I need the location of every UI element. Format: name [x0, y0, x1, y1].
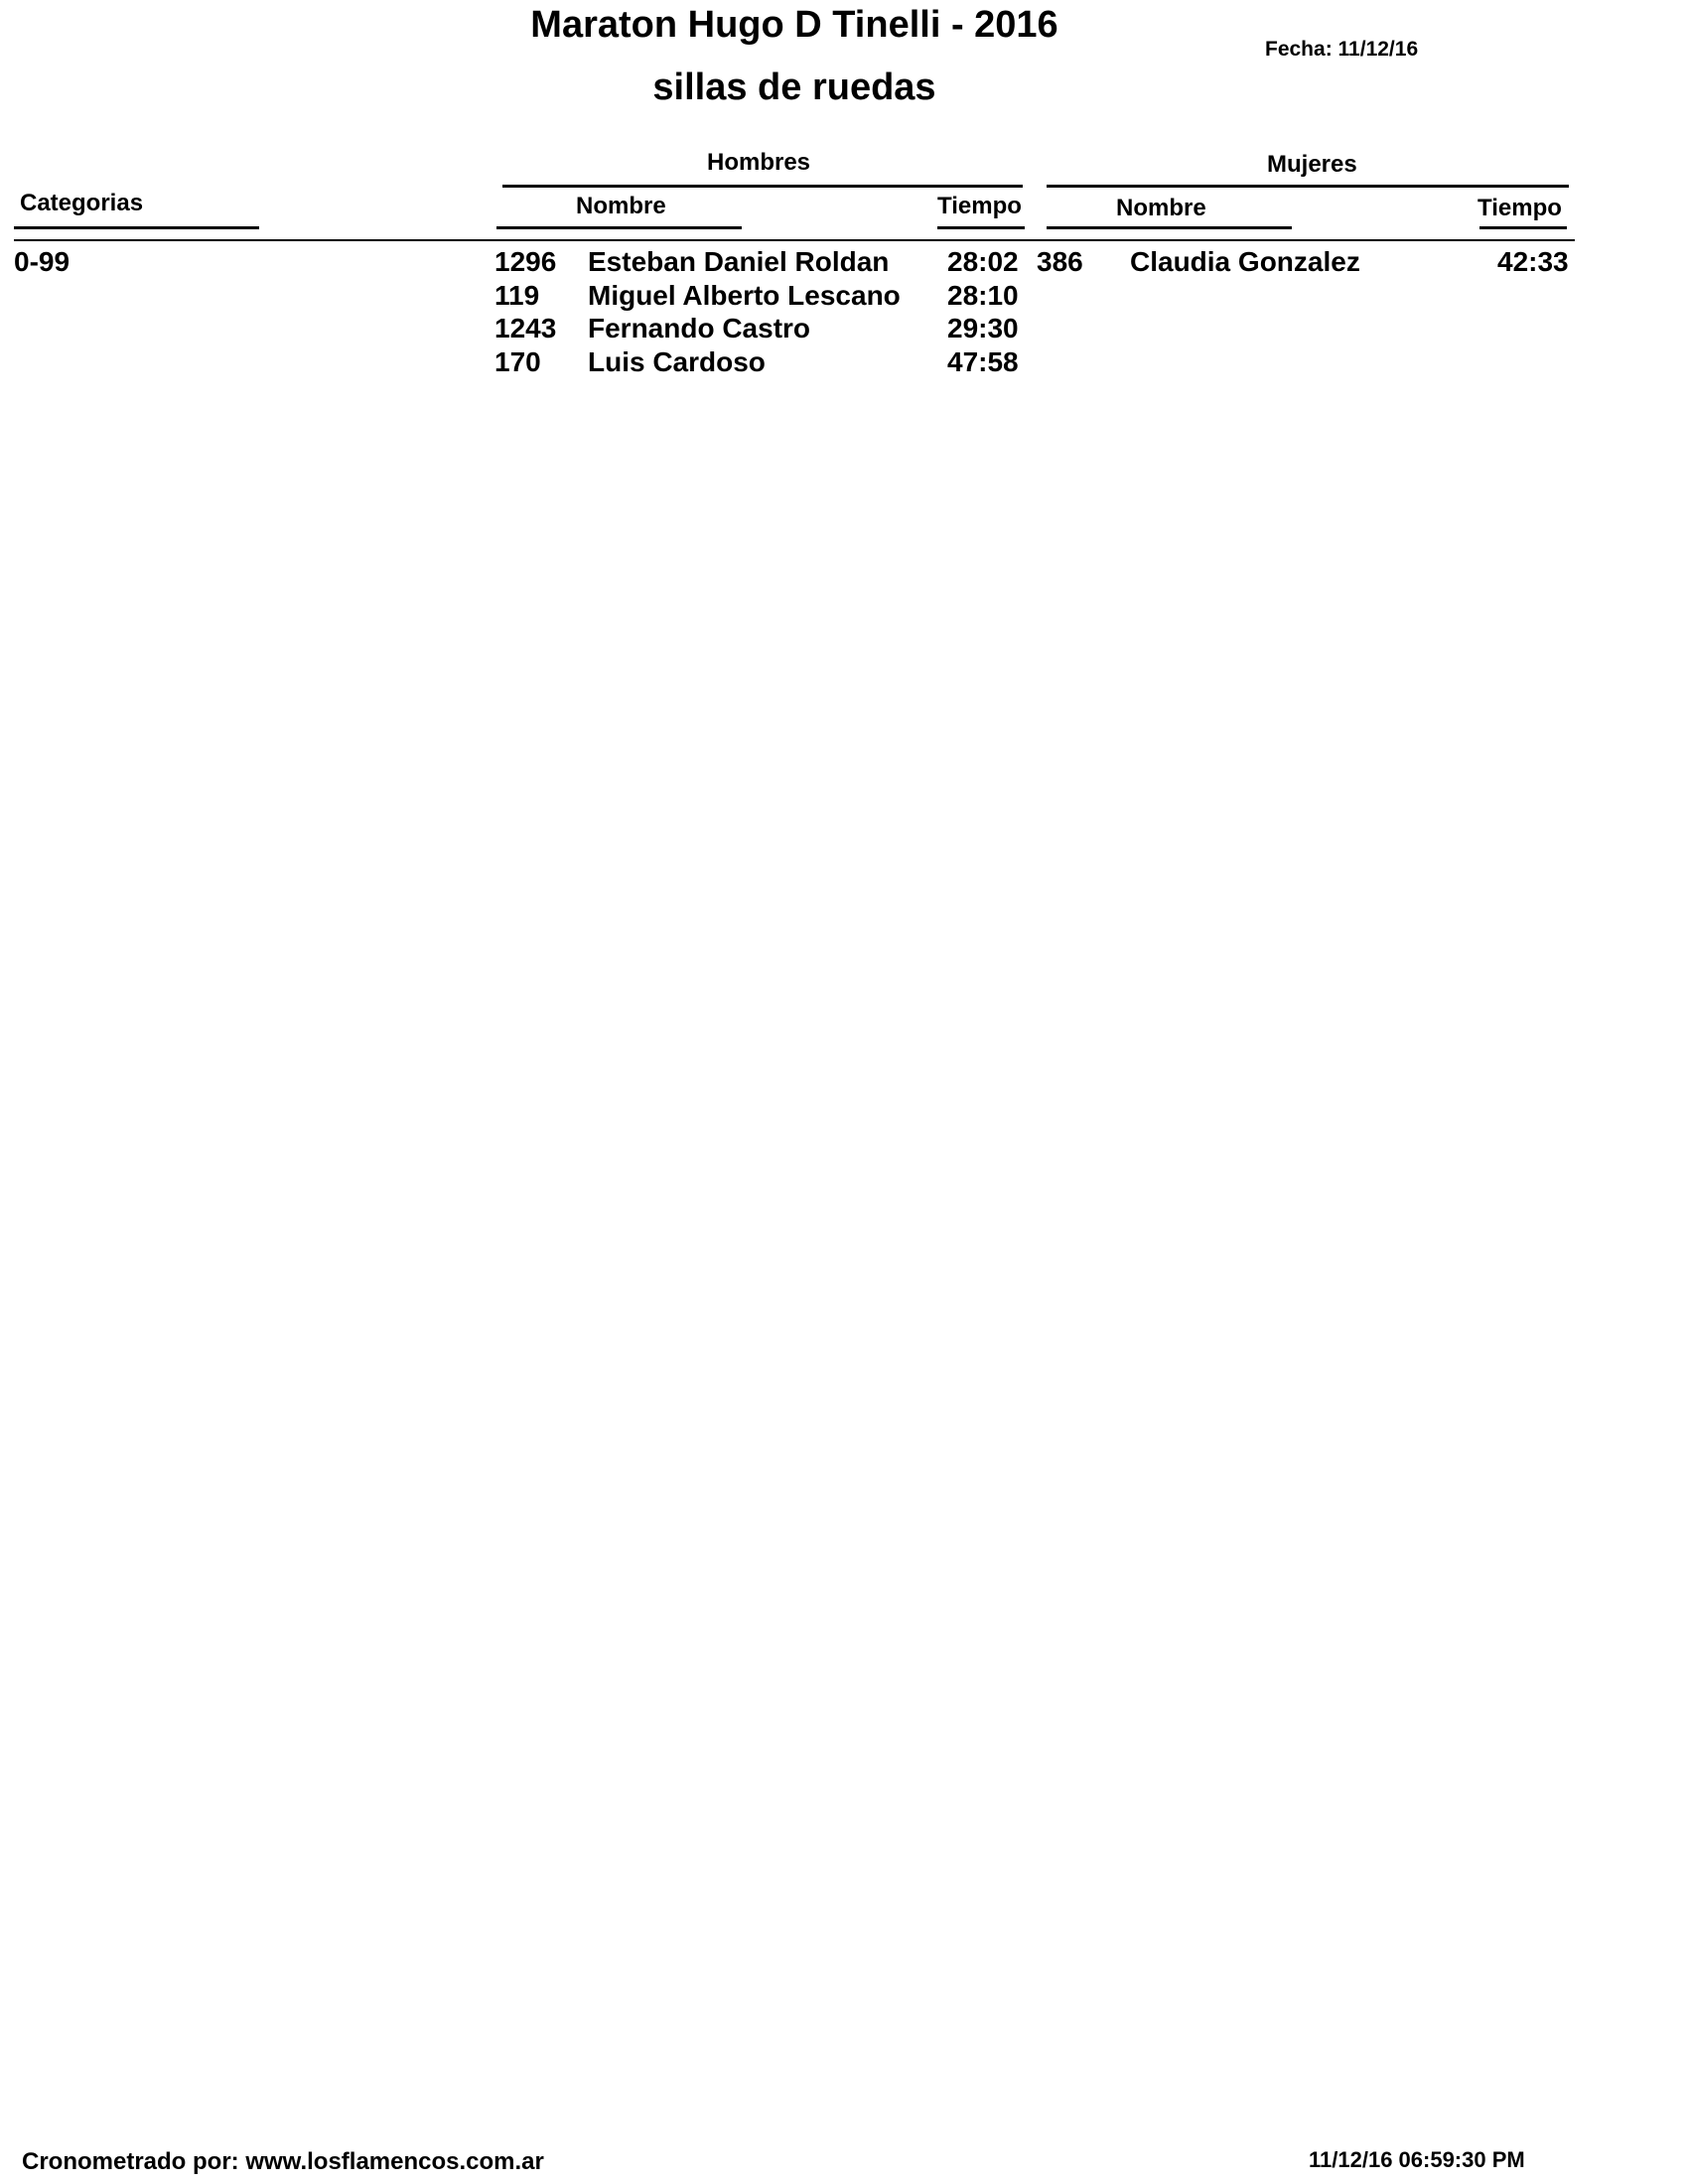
- page-subtitle: sillas de ruedas: [652, 67, 936, 108]
- women-time-column-header: Tiempo: [1477, 195, 1562, 221]
- title-text: Maraton Hugo D Tinelli - 2016: [530, 4, 1058, 46]
- men-group-header: Hombres: [707, 149, 811, 176]
- fecha-label: Fecha:: [1265, 38, 1333, 61]
- women-name: Claudia Gonzalez: [1130, 246, 1360, 277]
- footer-credit: Cronometrado por: www.losflamencos.com.ar: [22, 2148, 544, 2175]
- category-column-header: Categorias: [20, 190, 144, 216]
- women-group-header: Mujeres: [1267, 151, 1357, 178]
- men-name-header-rule: [496, 226, 742, 229]
- men-name: Fernando Castro: [588, 313, 811, 343]
- women-time-header-rule: [1479, 226, 1567, 229]
- men-name-column-header: Nombre: [576, 193, 666, 219]
- men-time: 28:10: [947, 280, 1019, 311]
- women-time: 42:33: [1497, 246, 1569, 277]
- footer-timestamp: 11/12/16 06:59:30 PM: [1309, 2147, 1525, 2172]
- men-name: Luis Cardoso: [588, 346, 766, 377]
- category-cell: 0-99: [14, 246, 70, 277]
- category-header-rule: [14, 226, 259, 229]
- men-bib: 170: [494, 346, 541, 377]
- men-name: Esteban Daniel Roldan: [588, 246, 890, 277]
- men-bib: 1243: [494, 313, 557, 343]
- table-header-divider: [14, 239, 1575, 241]
- women-group-rule: [1047, 185, 1569, 188]
- men-name: Miguel Alberto Lescano: [588, 280, 901, 311]
- men-time: 29:30: [947, 313, 1019, 343]
- men-bib: 1296: [494, 246, 557, 277]
- men-group-rule: [502, 185, 1023, 188]
- men-bib: 119: [494, 280, 540, 311]
- women-name-column-header: Nombre: [1116, 195, 1206, 221]
- women-name-header-rule: [1047, 226, 1292, 229]
- men-time: 47:58: [947, 346, 1019, 377]
- men-time: 28:02: [947, 246, 1019, 277]
- men-time-column-header: Tiempo: [937, 193, 1022, 219]
- fecha-value: 11/12/16: [1337, 38, 1419, 61]
- men-time-header-rule: [937, 226, 1025, 229]
- women-bib: 386: [1037, 246, 1083, 277]
- report-date: [1265, 38, 1418, 62]
